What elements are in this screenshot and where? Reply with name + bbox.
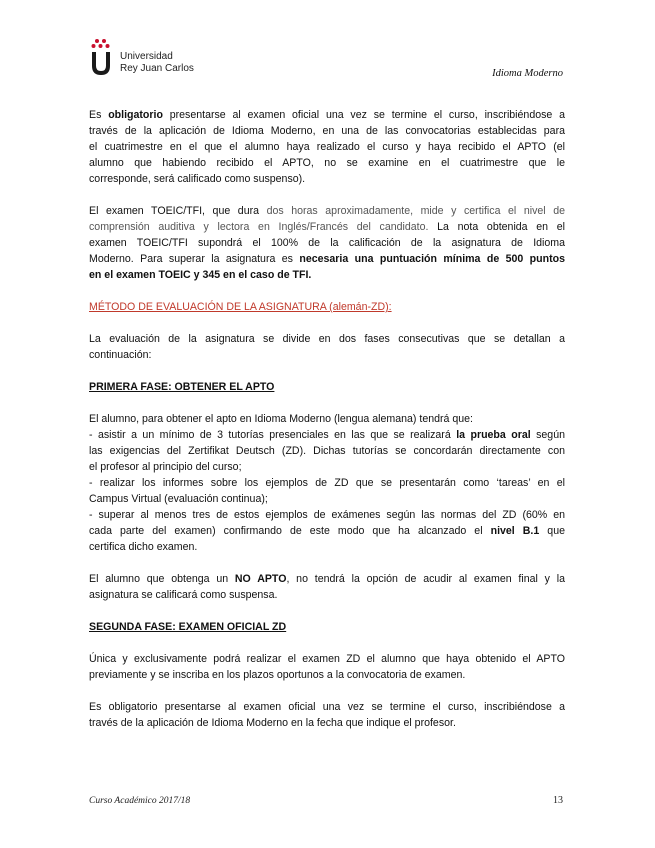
paragraph-evaluation-phases [89,331,565,363]
text-run-grey: comprensión auditiva y lectora en Inglés/Francés del candidato. [89,221,429,233]
bold-toeic-tfi-score: en el examen TOEIC y 345 en el caso de TFI. [89,269,312,281]
university-name-line2: Rey Juan Carlos [120,63,194,74]
text-line: través de la aplicación de Idioma Moderno en la fecha que indique el profesor. [89,717,456,729]
bold-level-b1: nivel B.1 [490,525,540,537]
text-run: cada parte del examen) confirmando de este modo que ha alcanzado el [89,525,491,537]
text-run-grey: dos horas aproximadamente, mide y certifica el nivel de [266,205,565,217]
text-run: según [530,429,565,441]
paragraph-obligatory-exam [89,107,565,187]
paragraph-phase1 [89,411,565,555]
university-name [120,51,194,75]
text-line: el profesor al principio del curso; [89,461,242,473]
university-name-line1: Universidad [120,51,173,62]
text-line: alumno que habiendo recibido el APTO, no se examine en el cuatrimestre que le [89,157,565,169]
text-run: Es [89,109,109,121]
paragraph-toeic [89,203,565,283]
method-heading: MÉTODO DE EVALUACIÓN DE LA ASIGNATURA (alemán-ZD): [89,301,392,313]
urjc-logo-icon [90,38,112,76]
text-line: examen TOEIC/TFI supondrá el 100% de la calificación de la asignatura de Idioma [89,237,565,249]
paragraph-no-apto [89,571,565,603]
text-run: presentarse al examen oficial una vez se termine el curso, inscribiéndose a [162,109,565,121]
page-header [0,0,655,90]
university-logo [90,38,200,78]
text-line: - realizar los informes sobre los ejemplos de ZD que se presentarán como ‘tareas’ en el [89,477,565,489]
text-line: las exigencias del Zertifikat Deutsch (ZD). Dichas tutorías se concordarán directamente con [89,445,565,457]
phase2-heading: SEGUNDA FASE: EXAMEN OFICIAL ZD [89,621,287,633]
paragraph-obligatory-exam-2 [89,699,565,731]
document-body [89,107,565,747]
text-line: previamente y se inscriba en los plazos oportunos a la convocatoria de examen. [89,669,466,681]
phase1-heading: PRIMERA FASE: OBTENER EL APTO [89,381,275,393]
text-line: Es obligatorio presentarse al examen oficial una vez se termine el curso, inscribiéndose a [89,701,565,713]
text-line: certifica dicho examen. [89,541,198,553]
text-line: El alumno, para obtener el apto en Idioma Moderno (lengua alemana) tendrá que: [89,413,473,425]
header-section-title: Idioma Moderno [492,68,563,79]
bold-minimum-score: necesaria una puntuación mínima de 500 puntos [299,253,565,265]
text-line: el cuatrimestre en el que el alumno haya realizado el curso y haya recibido el APTO (el [89,141,565,153]
text-run: - asistir a un mínimo de 3 tutorías presenciales en las que se realizará [89,429,457,441]
text-run: El examen TOEIC/TFI, que dura [89,205,267,217]
bold-oral-test: la prueba oral [456,429,531,441]
text-run: que [539,525,565,537]
text-line: La evaluación de la asignatura se divide en dos fases consecutivas que se detallan a [89,333,565,345]
text-run: El alumno que obtenga un [89,573,235,585]
footer-course-year: Curso Académico 2017/18 [89,796,191,806]
text-line: continuación: [89,349,152,361]
text-line: Única y exclusivamente podrá realizar el examen ZD el alumno que haya obtenido el APTO [89,653,565,665]
text-line: través de la aplicación de Idioma Moderno, en una de las convocatorias establecidas para [89,125,565,137]
text-line: - superar al menos tres de estos ejemplos de exámenes según las normas del ZD (60% en [89,509,565,521]
bold-obligatorio: obligatorio [108,109,163,121]
paragraph-phase2 [89,651,565,683]
text-line: corresponde, será calificado como suspenso). [89,173,306,185]
bold-no-apto: NO APTO [234,573,287,585]
text-run: , no tendrá la opción de acudir al examen final y la [286,573,565,585]
text-line: Campus Virtual (evaluación continua); [89,493,268,505]
page-number: 13 [553,795,563,806]
text-line: asignatura se calificará como suspensa. [89,589,278,601]
text-run: Moderno. Para superar la asignatura es [89,253,300,265]
text-run: La nota obtenida en el [428,221,566,233]
